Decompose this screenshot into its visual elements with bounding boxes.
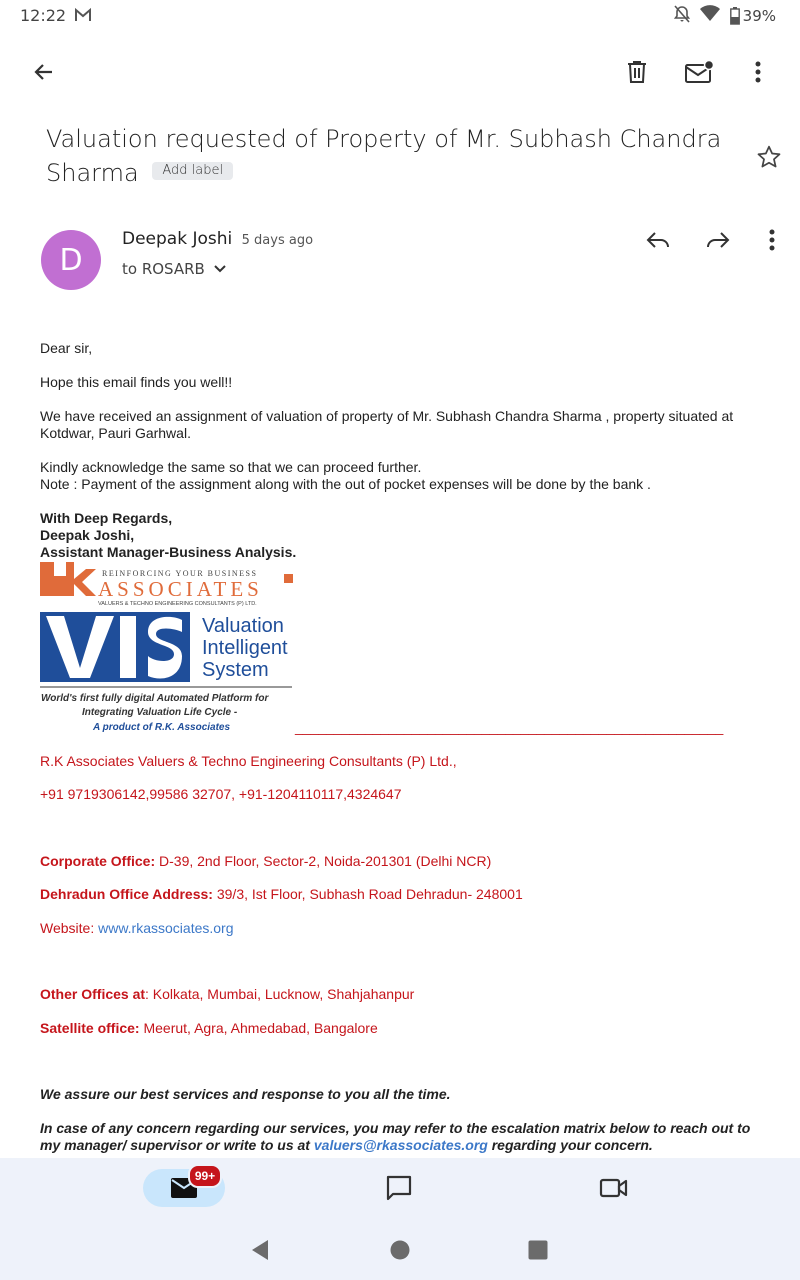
concern-email-link[interactable]: valuers@rkassociates.org bbox=[313, 1137, 488, 1153]
body-line: Kindly acknowledge the same so that we can proceed further. bbox=[40, 459, 422, 475]
signature-line: With Deep Regards, bbox=[40, 510, 173, 526]
logo-description: World's first fully digital Automated Platform for bbox=[41, 693, 269, 704]
back-button[interactable] bbox=[24, 52, 64, 92]
corporate-office-value: D-39, 2nd Floor, Sector-2, Noida-201301 (Delhi NCR) bbox=[155, 853, 492, 869]
logo-subline: VALUERS & TECHNO ENGINEERING CONSULTANTS (P) LTD. bbox=[98, 601, 257, 607]
unread-badge: 99+ bbox=[188, 1164, 222, 1188]
other-offices bbox=[40, 986, 414, 1002]
more-options-button[interactable] bbox=[738, 52, 778, 92]
website-link[interactable]: www.rkassociates.org bbox=[98, 920, 234, 936]
more-vert-icon bbox=[755, 61, 761, 83]
email-time: 5 days ago bbox=[241, 233, 314, 248]
concern-text-post: regarding your concern. bbox=[487, 1137, 653, 1153]
company-phones: +91 9719306142,99586 32707, +91-1204110117,4324647 bbox=[40, 786, 402, 802]
logo-associates: ASSOCIATES bbox=[98, 577, 263, 601]
logo-product-note: A product of R.K. Associates bbox=[93, 722, 231, 733]
nav-chat-button[interactable] bbox=[378, 1168, 420, 1208]
logo-description: Integrating Valuation Life Cycle - bbox=[82, 707, 238, 718]
system-recents-button[interactable] bbox=[518, 1230, 558, 1270]
satellite-office-label: Satellite office: bbox=[40, 1020, 140, 1036]
logo-tagline: REINFORCING YOUR BUSINESS bbox=[102, 569, 258, 578]
corporate-office bbox=[40, 853, 491, 869]
logo-vis-line: Intelligent bbox=[202, 637, 288, 659]
circle-home-icon bbox=[390, 1240, 410, 1260]
chat-icon bbox=[385, 1174, 413, 1202]
star-button[interactable] bbox=[749, 137, 789, 177]
star-outline-icon bbox=[756, 144, 782, 170]
reply-icon bbox=[645, 230, 671, 250]
satellite-office bbox=[40, 1020, 378, 1036]
website bbox=[40, 920, 234, 936]
sender-name: Deepak Joshi bbox=[122, 229, 233, 249]
more-vert-icon bbox=[769, 229, 775, 251]
trash-icon bbox=[626, 60, 648, 84]
arrow-back-icon bbox=[32, 60, 56, 84]
greeting: Dear sir, bbox=[40, 340, 93, 356]
body-line: We have received an assignment of valuation of property of Mr. Subhash Chandra Sharma , property situated at Kotdwar, Pauri Garhwal. bbox=[40, 408, 734, 441]
corporate-office-label: Corporate Office: bbox=[40, 853, 156, 869]
chevron-down-icon bbox=[213, 264, 227, 274]
other-offices-label: Other Offices at bbox=[40, 986, 146, 1002]
website-label: Website: bbox=[40, 920, 99, 936]
company-name: R.K Associates Valuers & Techno Engineering Consultants (P) Ltd., bbox=[40, 753, 457, 769]
square-recents-icon bbox=[528, 1240, 548, 1260]
company-logo bbox=[40, 562, 298, 740]
battery-level: 39% bbox=[742, 7, 776, 25]
email-subject bbox=[46, 122, 726, 190]
battery-icon bbox=[730, 7, 740, 25]
concern-text bbox=[40, 1120, 760, 1154]
logo-vis-line: System bbox=[202, 659, 269, 681]
sender-line bbox=[122, 229, 313, 249]
body-line: Note : Payment of the assignment along with the out of pocket expenses will be done by the bank . bbox=[40, 476, 651, 492]
nav-meet-button[interactable] bbox=[592, 1168, 636, 1208]
reply-button[interactable] bbox=[638, 220, 678, 260]
logo-vis-line: Valuation bbox=[202, 615, 284, 637]
body-line: Hope this email finds you well!! bbox=[40, 374, 233, 390]
dehradun-office-value: 39/3, Ist Floor, Subhash Road Dehradun- 248001 bbox=[212, 886, 523, 902]
mark-unread-button[interactable] bbox=[677, 52, 721, 92]
signature-line: Deepak Joshi, bbox=[40, 527, 135, 543]
system-home-button[interactable] bbox=[380, 1230, 420, 1270]
video-call-icon bbox=[599, 1177, 629, 1199]
recipient-toggle[interactable] bbox=[122, 260, 227, 278]
system-back-button[interactable] bbox=[240, 1230, 280, 1270]
subject-text: Valuation requested of Property of Mr. Subhash Chandra Sharma bbox=[46, 125, 722, 187]
dehradun-office-label: Dehradun Office Address: bbox=[40, 886, 213, 902]
notifications-off-icon bbox=[674, 5, 690, 27]
status-bar bbox=[0, 0, 800, 32]
dehradun-office bbox=[40, 886, 523, 902]
gmail-notification-icon bbox=[74, 7, 92, 28]
forward-icon bbox=[705, 230, 731, 250]
mark-unread-icon bbox=[684, 60, 714, 84]
battery-indicator bbox=[730, 7, 776, 25]
add-label-chip[interactable]: Add label bbox=[152, 162, 233, 180]
forward-button[interactable] bbox=[698, 220, 738, 260]
recipient-text: to ROSARB bbox=[122, 260, 205, 278]
status-time: 12:22 bbox=[20, 6, 67, 25]
delete-button[interactable] bbox=[617, 52, 657, 92]
assurance-text: We assure our best services and response to you all the time. bbox=[40, 1086, 451, 1102]
status-right bbox=[674, 5, 776, 27]
signature-line: Assistant Manager-Business Analysis. bbox=[40, 544, 297, 560]
signature-divider: _______________________________________________________ bbox=[295, 719, 724, 735]
email-body bbox=[40, 340, 770, 561]
other-offices-value: : Kolkata, Mumbai, Lucknow, Shahjahanpur bbox=[145, 986, 415, 1002]
message-more-button[interactable] bbox=[752, 220, 792, 260]
triangle-back-icon bbox=[250, 1239, 270, 1261]
wifi-icon bbox=[700, 6, 720, 26]
sender-avatar[interactable]: D bbox=[41, 230, 101, 290]
concern-text-pre: In case of any concern regarding our services, you may refer to the escalation matrix below to reach out to my manager/ supervisor or write to us at bbox=[40, 1120, 751, 1153]
satellite-office-value: Meerut, Agra, Ahmedabad, Bangalore bbox=[139, 1020, 378, 1036]
